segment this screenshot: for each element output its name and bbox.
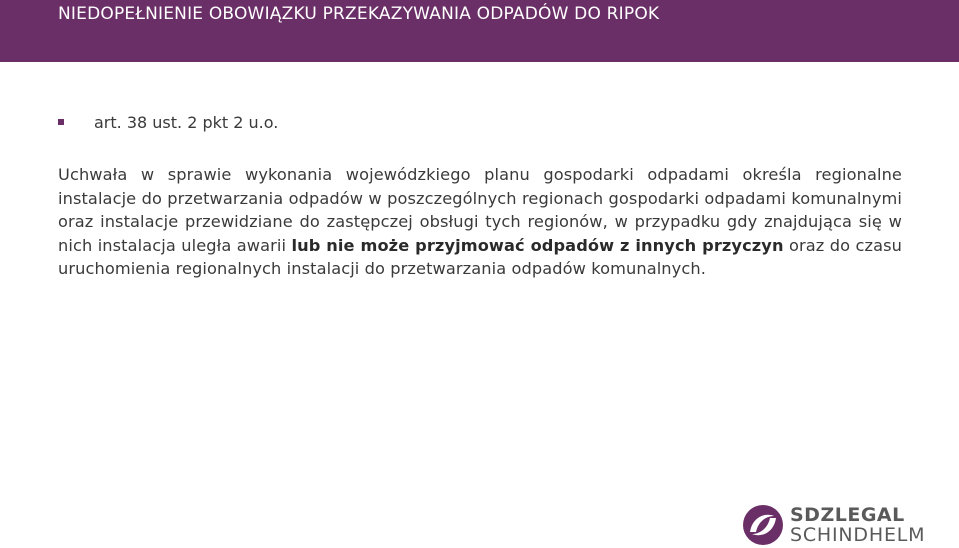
company-logo xyxy=(742,504,925,546)
bullet-item xyxy=(58,112,278,132)
bullet-square-icon xyxy=(58,119,64,125)
logo-line2: SCHINDHELM xyxy=(790,523,926,546)
bullet-text: art. 38 ust. 2 pkt 2 u.o. xyxy=(94,112,279,132)
logo-line1: SDZLEGAL xyxy=(790,503,905,526)
header-bar xyxy=(0,0,959,62)
body-paragraph xyxy=(58,163,902,281)
logo-text xyxy=(790,503,926,546)
paragraph-bold-text: lub nie może przyjmować odpadów z innych przyczyn xyxy=(291,235,784,255)
paragraph-text-part1: Uchwała w sprawie wykonania wojewódzkiego planu gospodarki odpadami określa regionalne instalacje do przetwarzania odpadów w poszczególnych regionach gospodarki odpadami komunalnymi oraz instalacje przewidziane do zastępczej obsługi tych regionów, w przypadku gdy znajdująca się w nich instalacja uległa awarii xyxy=(58,165,902,255)
slide-title: NIEDOPEŁNIENIE OBOWIĄZKU PRZEKAZYWANIA ODPADÓW DO RIPOK xyxy=(58,4,660,24)
sdzlegal-swirl-logo-icon xyxy=(742,504,784,546)
paragraph-text-part2: oraz do czasu uruchomienia regionalnych instalacji do przetwarzania odpadów komunalnych. xyxy=(58,235,902,278)
